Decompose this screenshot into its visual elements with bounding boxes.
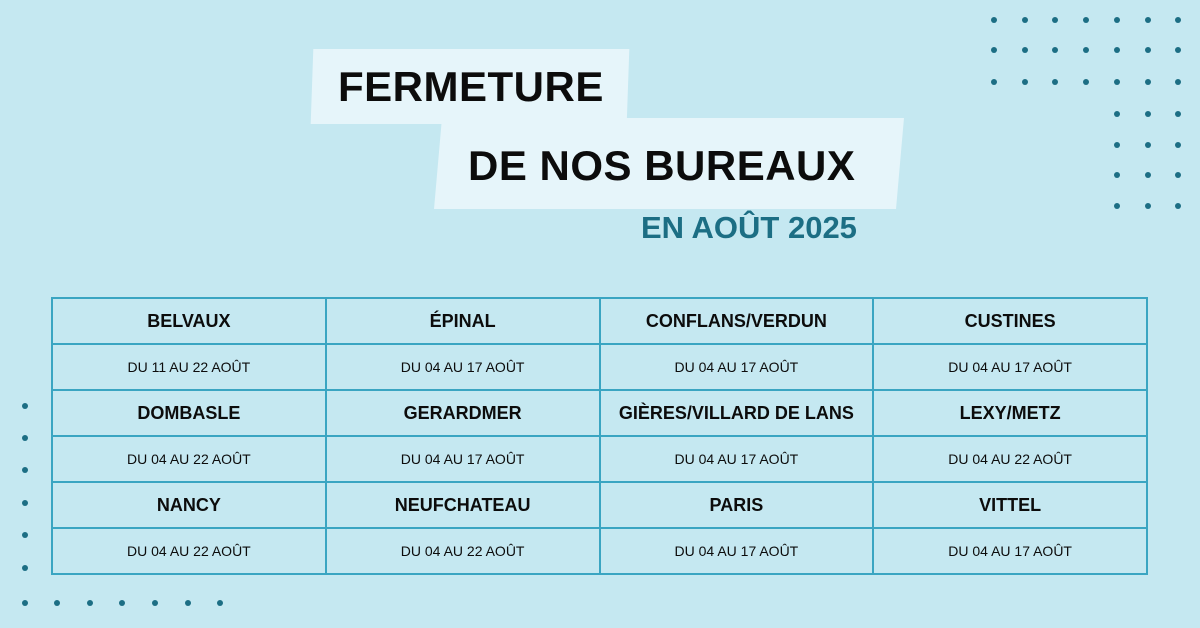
decorative-dot (22, 435, 28, 441)
office-dates: DU 11 AU 22 AOÛT (52, 344, 326, 390)
office-dates: DU 04 AU 17 AOÛT (326, 436, 600, 482)
decorative-dot (1083, 47, 1089, 53)
table-row-dates (52, 528, 1147, 574)
decorative-dot (22, 403, 28, 409)
office-name: DOMBASLE (52, 390, 326, 436)
decorative-dot (1175, 142, 1181, 148)
office-dates: DU 04 AU 17 AOÛT (600, 436, 874, 482)
office-dates: DU 04 AU 22 AOÛT (52, 528, 326, 574)
decorative-dot (1052, 17, 1058, 23)
decorative-dot (1114, 47, 1120, 53)
decorative-dot (1114, 111, 1120, 117)
office-dates: DU 04 AU 17 AOÛT (873, 344, 1147, 390)
decorative-dot (1114, 79, 1120, 85)
office-name: ÉPINAL (326, 298, 600, 344)
decorative-dot (991, 47, 997, 53)
decorative-dot (1022, 17, 1028, 23)
decorative-dot (185, 600, 191, 606)
decorative-dot (1052, 79, 1058, 85)
decorative-dot (1145, 47, 1151, 53)
table-row-names (52, 298, 1147, 344)
office-name: BELVAUX (52, 298, 326, 344)
decorative-dot (22, 565, 28, 571)
decorative-dot (22, 532, 28, 538)
decorative-dot (1145, 79, 1151, 85)
decorative-dot (22, 500, 28, 506)
office-name: LEXY/METZ (873, 390, 1147, 436)
office-name: GERARDMER (326, 390, 600, 436)
decorative-dot (991, 17, 997, 23)
decorative-dot (1145, 142, 1151, 148)
decorative-dot (1114, 203, 1120, 209)
decorative-dot (1083, 17, 1089, 23)
title-line-2: DE NOS BUREAUX (468, 142, 856, 189)
decorative-dot (1175, 79, 1181, 85)
title-line-1: FERMETURE (338, 63, 604, 110)
office-dates: DU 04 AU 17 AOÛT (326, 344, 600, 390)
decorative-dot (1022, 47, 1028, 53)
office-name: PARIS (600, 482, 874, 528)
decorative-dot (119, 600, 125, 606)
office-dates: DU 04 AU 17 AOÛT (873, 528, 1147, 574)
office-dates: DU 04 AU 22 AOÛT (873, 436, 1147, 482)
decorative-dot (1175, 203, 1181, 209)
office-name: CONFLANS/VERDUN (600, 298, 874, 344)
office-dates: DU 04 AU 22 AOÛT (326, 528, 600, 574)
table-row-dates (52, 436, 1147, 482)
decorative-dot (1175, 17, 1181, 23)
decorative-dot (1114, 17, 1120, 23)
office-name: NEUFCHATEAU (326, 482, 600, 528)
decorative-dot (1083, 79, 1089, 85)
table-row-names (52, 390, 1147, 436)
decorative-dot (1175, 172, 1181, 178)
office-dates: DU 04 AU 17 AOÛT (600, 344, 874, 390)
decorative-dot (1114, 142, 1120, 148)
office-dates: DU 04 AU 17 AOÛT (600, 528, 874, 574)
office-name: GIÈRES/VILLARD DE LANS (600, 390, 874, 436)
office-dates: DU 04 AU 22 AOÛT (52, 436, 326, 482)
table-row-names (52, 482, 1147, 528)
decorative-dot (1114, 172, 1120, 178)
office-name: VITTEL (873, 482, 1147, 528)
decorative-dot (54, 600, 60, 606)
decorative-dot (22, 600, 28, 606)
office-name: CUSTINES (873, 298, 1147, 344)
decorative-dot (87, 600, 93, 606)
table-row-dates (52, 344, 1147, 390)
decorative-dot (1022, 79, 1028, 85)
decorative-dot (991, 79, 997, 85)
decorative-dot (1145, 203, 1151, 209)
decorative-dot (1175, 47, 1181, 53)
decorative-dot (1052, 47, 1058, 53)
decorative-dot (1145, 172, 1151, 178)
decorative-dot (217, 600, 223, 606)
decorative-dot (1145, 17, 1151, 23)
closures-table (51, 297, 1148, 575)
decorative-dot (152, 600, 158, 606)
decorative-dot (1175, 111, 1181, 117)
subtitle: EN AOÛT 2025 (641, 210, 857, 245)
decorative-dot (22, 467, 28, 473)
decorative-dot (1145, 111, 1151, 117)
office-name: NANCY (52, 482, 326, 528)
